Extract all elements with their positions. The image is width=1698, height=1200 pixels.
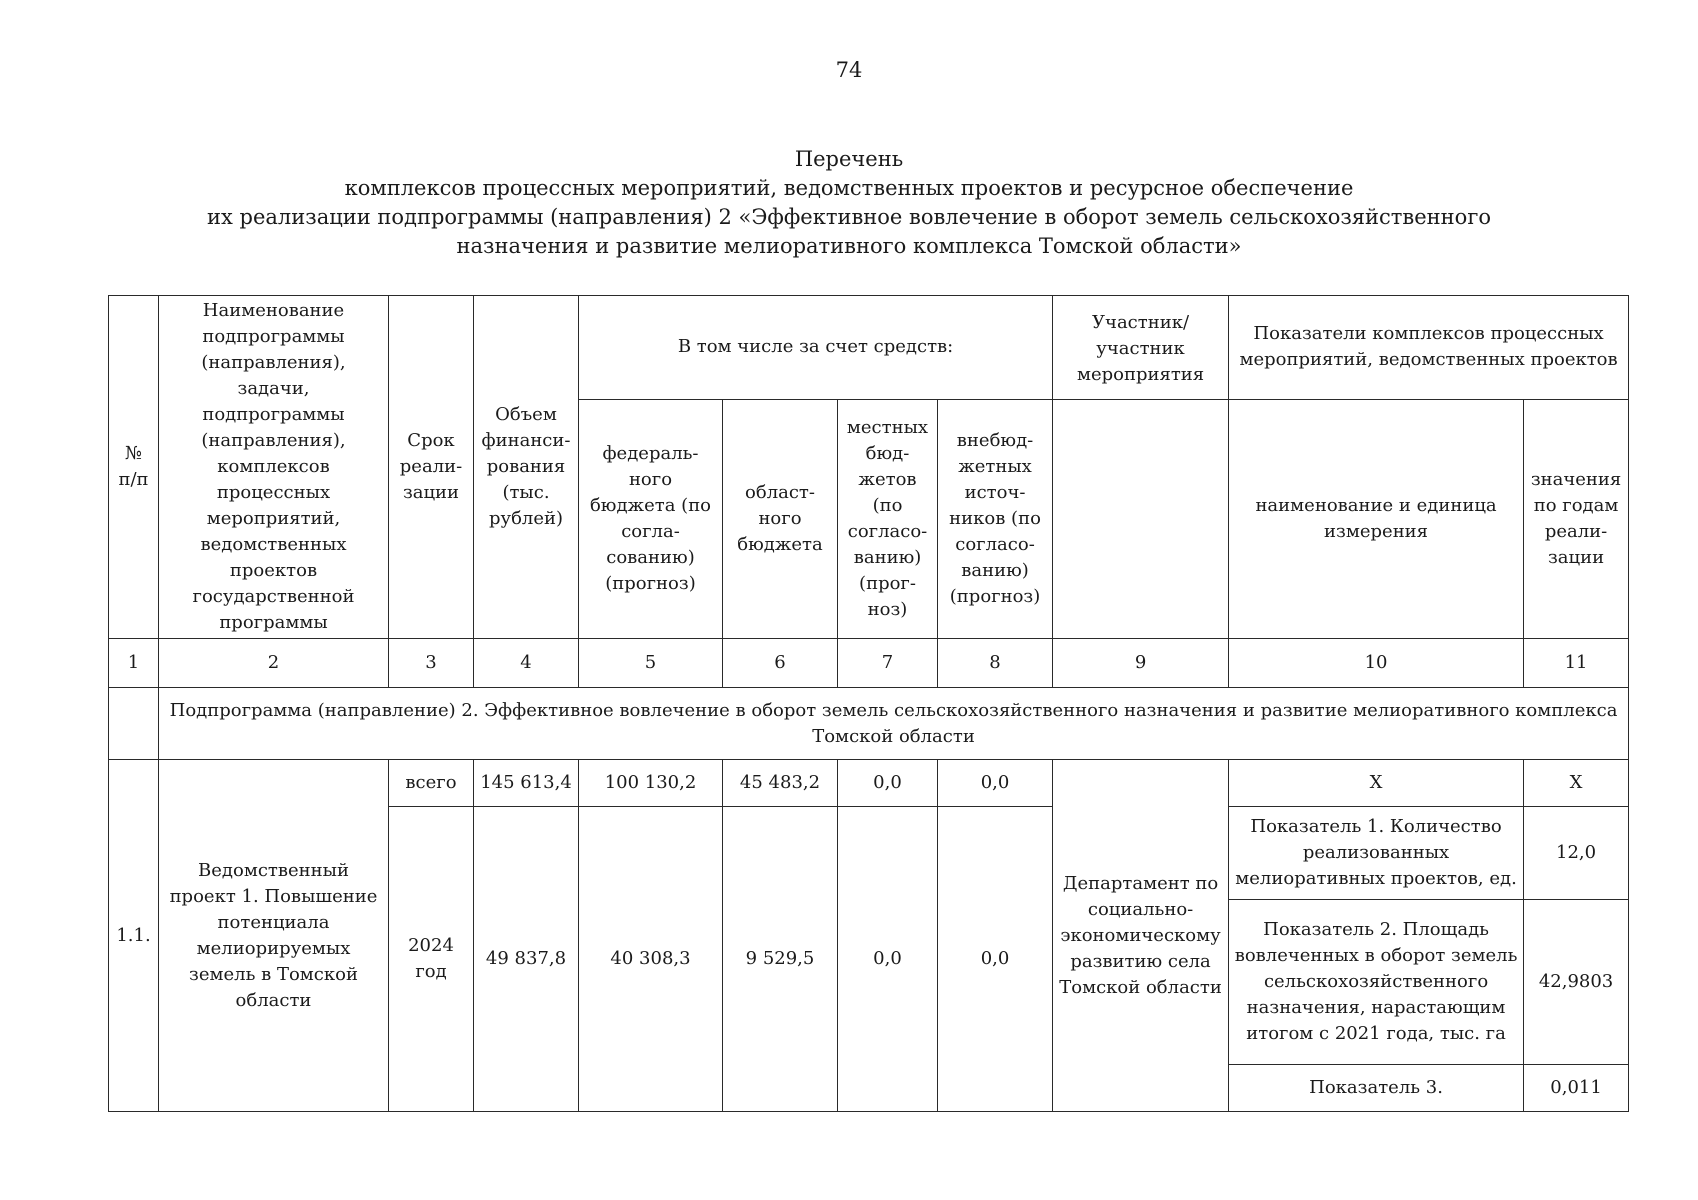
- column-number: 5: [579, 639, 723, 688]
- header-ind-name: наименование и единица измерения: [1229, 399, 1524, 638]
- header-volume: Объем финанси-рования (тыс. рублей): [474, 296, 579, 639]
- title-line-3: их реализации подпрограммы (направления) 2 «Эффективное вовлечение в оборот земель сельскохозяйственного: [207, 205, 1491, 229]
- subprogram-title: Подпрограмма (направление) 2. Эффективное вовлечение в оборот земель сельскохозяйственного назначения и развитие мелиоративного комплекса Томской области: [159, 688, 1629, 760]
- header-row-top: [109, 296, 1629, 400]
- column-number: 3: [389, 639, 474, 688]
- header-federal: федераль-ного бюджета (по согла-сованию) (прогноз): [579, 399, 723, 638]
- column-number: 1: [109, 639, 159, 688]
- project-num: 1.1.: [109, 760, 159, 1112]
- total-volume: 145 613,4: [474, 760, 579, 807]
- indicator-1-name: Показатель 1. Количество реализованных мелиоративных проектов, ед.: [1229, 807, 1524, 900]
- column-number: 10: [1229, 639, 1524, 688]
- total-local: 0,0: [838, 760, 938, 807]
- header-indicators-group: Показатели комплексов процессных мероприятий, ведомственных проектов: [1229, 296, 1629, 400]
- year-extra: 0,0: [938, 807, 1053, 1112]
- column-number: 9: [1053, 639, 1229, 688]
- document-title: [0, 145, 1698, 261]
- subprogram-num-empty: [109, 688, 159, 760]
- header-extra: внебюд-жетных источ-ников (по согласо-ванию) (прогноз): [938, 399, 1053, 638]
- subprogram-row: [109, 688, 1629, 760]
- project-total-row: [109, 760, 1629, 807]
- header-local: местных бюд-жетов (по согласо-ванию) (прог-ноз): [838, 399, 938, 638]
- project-name: Ведомственный проект 1. Повышение потенциала мелиорируемых земель в Томской области: [159, 760, 389, 1112]
- title-line-4: назначения и развитие мелиоративного комплекса Томской области»: [456, 234, 1242, 258]
- title-line-1: Перечень: [794, 147, 904, 171]
- year-federal: 40 308,3: [579, 807, 723, 1112]
- year-volume: 49 837,8: [474, 807, 579, 1112]
- column-number: 8: [938, 639, 1053, 688]
- page-number: 74: [835, 58, 863, 82]
- year-regional: 9 529,5: [723, 807, 838, 1112]
- column-numbers-row: [109, 639, 1629, 688]
- title-line-2: комплексов процессных мероприятий, ведомственных проектов и ресурсное обеспечение: [344, 176, 1354, 200]
- header-term: Срок реали-зации: [389, 296, 474, 639]
- header-ind-values: значения по годам реали-зации: [1524, 399, 1629, 638]
- total-extra: 0,0: [938, 760, 1053, 807]
- indicator-3-value: 0,011: [1524, 1065, 1629, 1112]
- column-number: 2: [159, 639, 389, 688]
- total-term: всего: [389, 760, 474, 807]
- column-number: 4: [474, 639, 579, 688]
- year-local: 0,0: [838, 807, 938, 1112]
- header-participant: Участник/ участник мероприятия: [1053, 296, 1229, 400]
- total-regional: 45 483,2: [723, 760, 838, 807]
- total-federal: 100 130,2: [579, 760, 723, 807]
- header-participant-empty: [1053, 399, 1229, 638]
- header-funds-group: В том числе за счет средств:: [579, 296, 1053, 400]
- header-num: № п/п: [109, 296, 159, 639]
- indicator-3-name: Показатель 3.: [1229, 1065, 1524, 1112]
- column-number: 6: [723, 639, 838, 688]
- project-participant: Департамент по социально-экономическому развитию села Томской области: [1053, 760, 1229, 1112]
- header-name: Наименование подпрограммы (направления), задачи, подпрограммы (направления), комплексов процессных мероприятий, ведомственных проектов государственной программы: [159, 296, 389, 639]
- column-number: 7: [838, 639, 938, 688]
- total-ind-value: Х: [1524, 760, 1629, 807]
- indicator-2-value: 42,9803: [1524, 900, 1629, 1065]
- total-ind-name: Х: [1229, 760, 1524, 807]
- indicator-2-name: Показатель 2. Площадь вовлеченных в оборот земель сельскохозяйственного назначения, нарастающим итогом с 2021 года, тыс. га: [1229, 900, 1524, 1065]
- column-number: 11: [1524, 639, 1629, 688]
- programs-table: [108, 295, 1629, 1112]
- header-regional: област-ного бюджета: [723, 399, 838, 638]
- year-term: 2024 год: [389, 807, 474, 1112]
- indicator-1-value: 12,0: [1524, 807, 1629, 900]
